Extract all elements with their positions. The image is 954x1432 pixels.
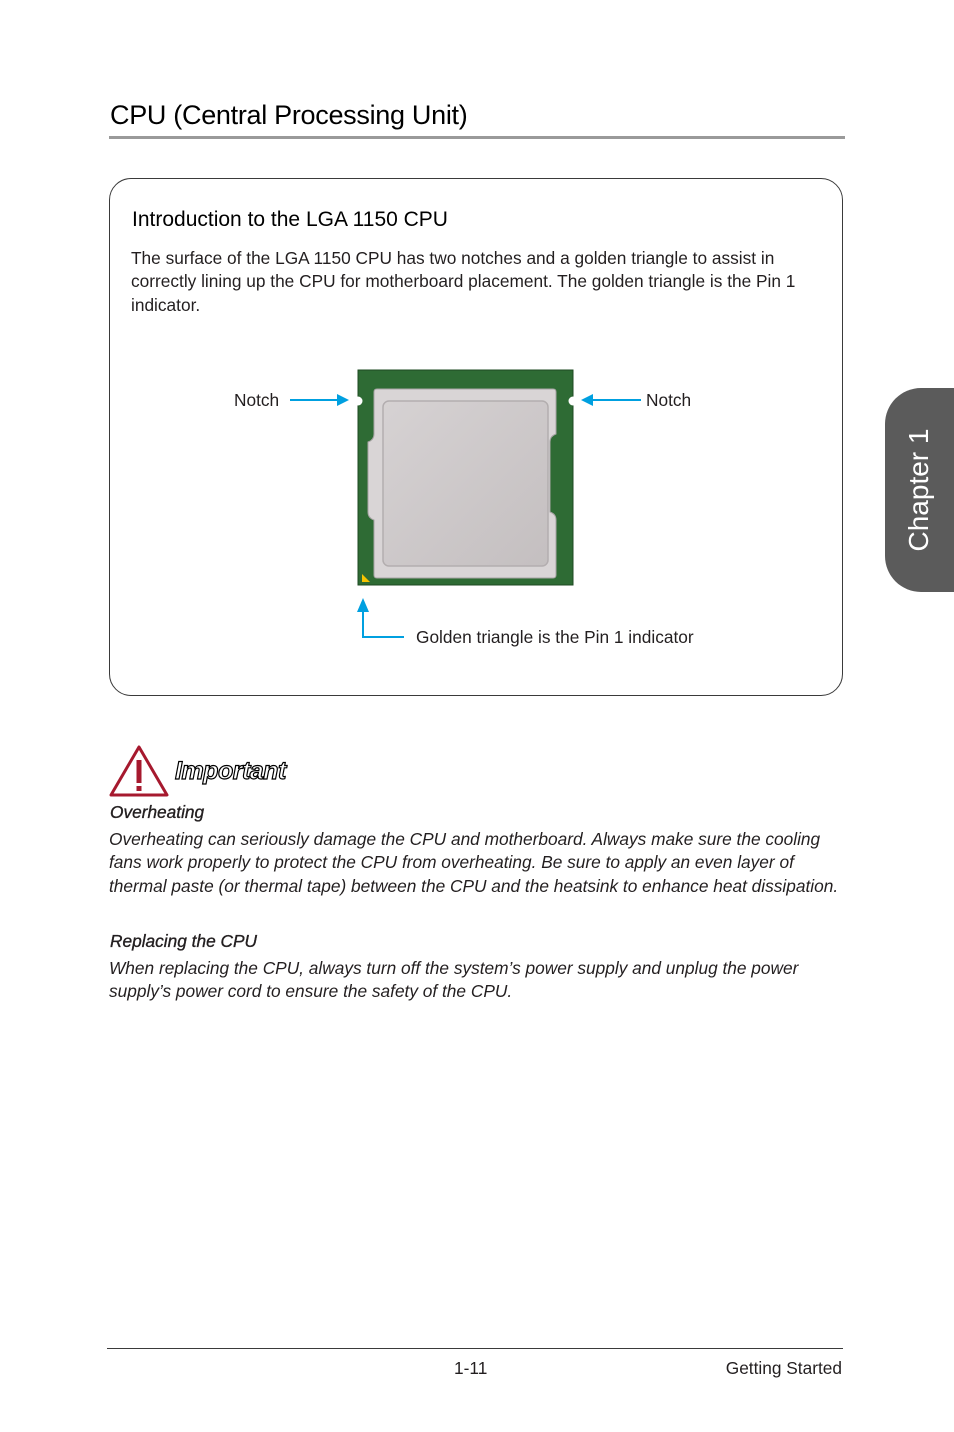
notch-left-label: Notch [234, 390, 280, 410]
warning-icon [108, 744, 170, 798]
page-title: CPU (Central Processing Unit) [110, 100, 468, 130]
page-number: 1-11 [454, 1358, 488, 1378]
notch-right-label: Notch [646, 390, 692, 410]
title-divider [109, 136, 845, 139]
overheating-heading: Overheating [110, 802, 205, 822]
footer-divider [107, 1348, 843, 1349]
important-title: Important [175, 757, 286, 785]
pin1-label: Golden triangle is the Pin 1 indicator [416, 627, 694, 647]
replacing-cpu-text: When replacing the CPU, always turn off the system’s power supply and unplug the power supply’s power cord to ensure the safety of the CPU. [109, 958, 799, 1002]
intro-heading: Introduction to the LGA 1150 CPU [132, 208, 448, 231]
chapter-label: Chapter 1 [903, 428, 934, 552]
overheating-text: Overheating can seriously damage the CPU and motherboard. Always make sure the cooling fans work properly to protect the CPU from overheating. Be sure to apply an even layer of thermal paste (or thermal tape) between the CPU and the heatsink to enhance heat dissipation. [109, 829, 839, 896]
footer-section-title: Getting Started [725, 1358, 842, 1378]
intro-paragraph: The surface of the LGA 1150 CPU has two notches and a golden triangle to assist in correctly lining up the CPU for motherboard placement. The golden triangle is the Pin 1 indicator. [131, 248, 796, 315]
replacing-cpu-heading: Replacing the CPU [110, 931, 257, 951]
